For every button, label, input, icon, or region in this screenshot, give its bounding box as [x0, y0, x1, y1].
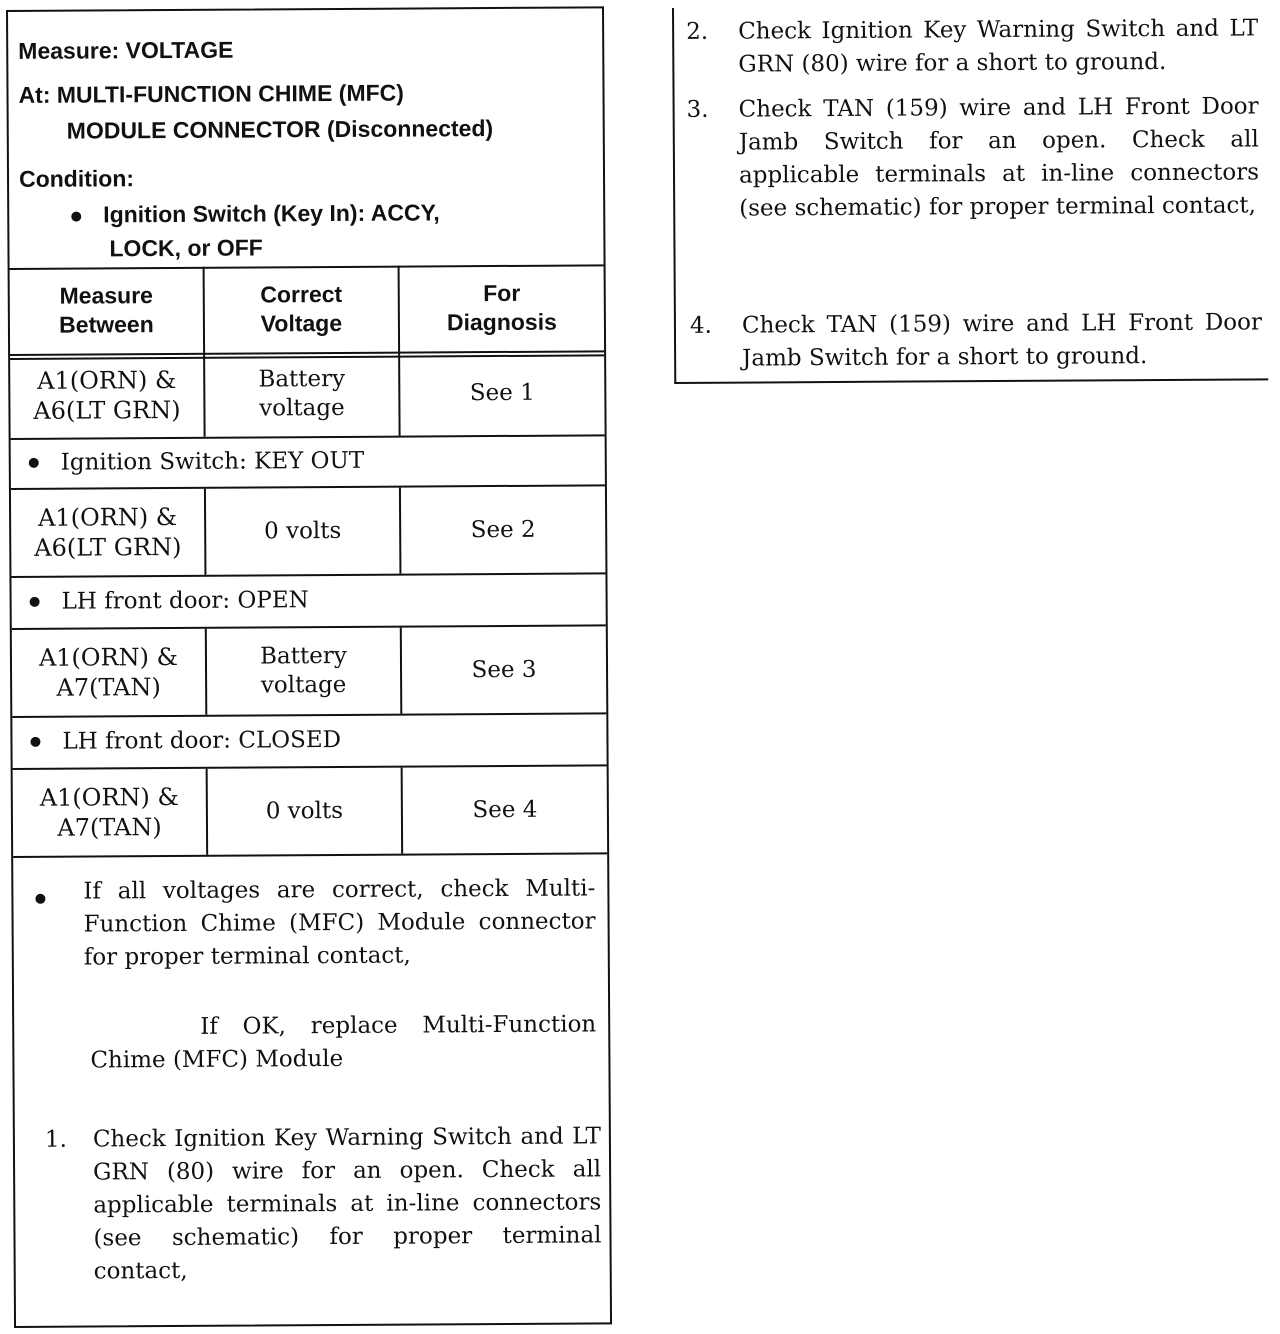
bullet-icon [29, 458, 39, 468]
step-2: 2. Check Ignition Key Warning Switch and LT GRN (80) wire for a short to ground. [686, 15, 1259, 78]
location-line1: At: MULTI-FUNCTION CHIME (MFC) [18, 79, 404, 108]
table-row: A1(ORN) & A7(TAN) 0 volts See 4 [13, 766, 608, 858]
bullet-icon [71, 211, 81, 221]
measure-heading: Measure: VOLTAGE [18, 36, 234, 64]
condition-row: Ignition Switch: KEY OUT [11, 434, 605, 490]
step-3: 3. Check TAN (159) wire and LH Front Door Jamb Switch for an open. Check all applicable terminals at in-line connectors (see schematic) for proper terminal contact, [686, 93, 1260, 222]
condition-row: LH front door: OPEN [11, 572, 605, 630]
table-row: A1(ORN) & A7(TAN) Battery voltage See 3 [12, 626, 607, 718]
voltage-test-panel [6, 6, 612, 1328]
table-row: A1(ORN) & A6(LT GRN) 0 volts See 2 [11, 486, 606, 578]
condition-line1: Ignition Switch (Key In): ACCY, [103, 199, 440, 228]
bullet-icon [30, 737, 40, 747]
condition-line2: LOCK, or OFF [109, 234, 263, 262]
step-1: 1. Check Ignition Key Warning Switch and LT GRN (80) wire for an open. Check all applicable terminals at in-line connectors (see schematic) for proper terminal contact, [44, 1123, 602, 1285]
test-header [8, 8, 604, 270]
step-4: 4. Check TAN (159) wire and LH Front Door Jamb Switch for a short to ground. [689, 309, 1263, 372]
table-header-row [10, 264, 605, 360]
column-header-correct-voltage: Correct Voltage [205, 266, 401, 353]
location-line2: MODULE CONNECTOR (Disconnected) [66, 115, 494, 144]
diagnosis-steps-panel [672, 4, 1268, 384]
final-check-note: If all voltages are correct, check Multi-Function Chime (MFC) Module connector for proper terminal contact, [83, 875, 596, 971]
table-row: A1(ORN) & A6(LT GRN) Battery voltage See 1 [10, 350, 605, 440]
replace-module-note: If OK, replace Multi-Function Chime (MFC) Module [90, 1011, 597, 1074]
column-header-for-diagnosis: For Diagnosis [446, 280, 557, 336]
bullet-icon [35, 894, 45, 904]
column-header-measure-between: Measure Between [10, 267, 206, 354]
condition-row: LH front door: CLOSED [12, 712, 606, 770]
condition-label: Condition: [18, 165, 135, 192]
bullet-icon [30, 597, 40, 607]
